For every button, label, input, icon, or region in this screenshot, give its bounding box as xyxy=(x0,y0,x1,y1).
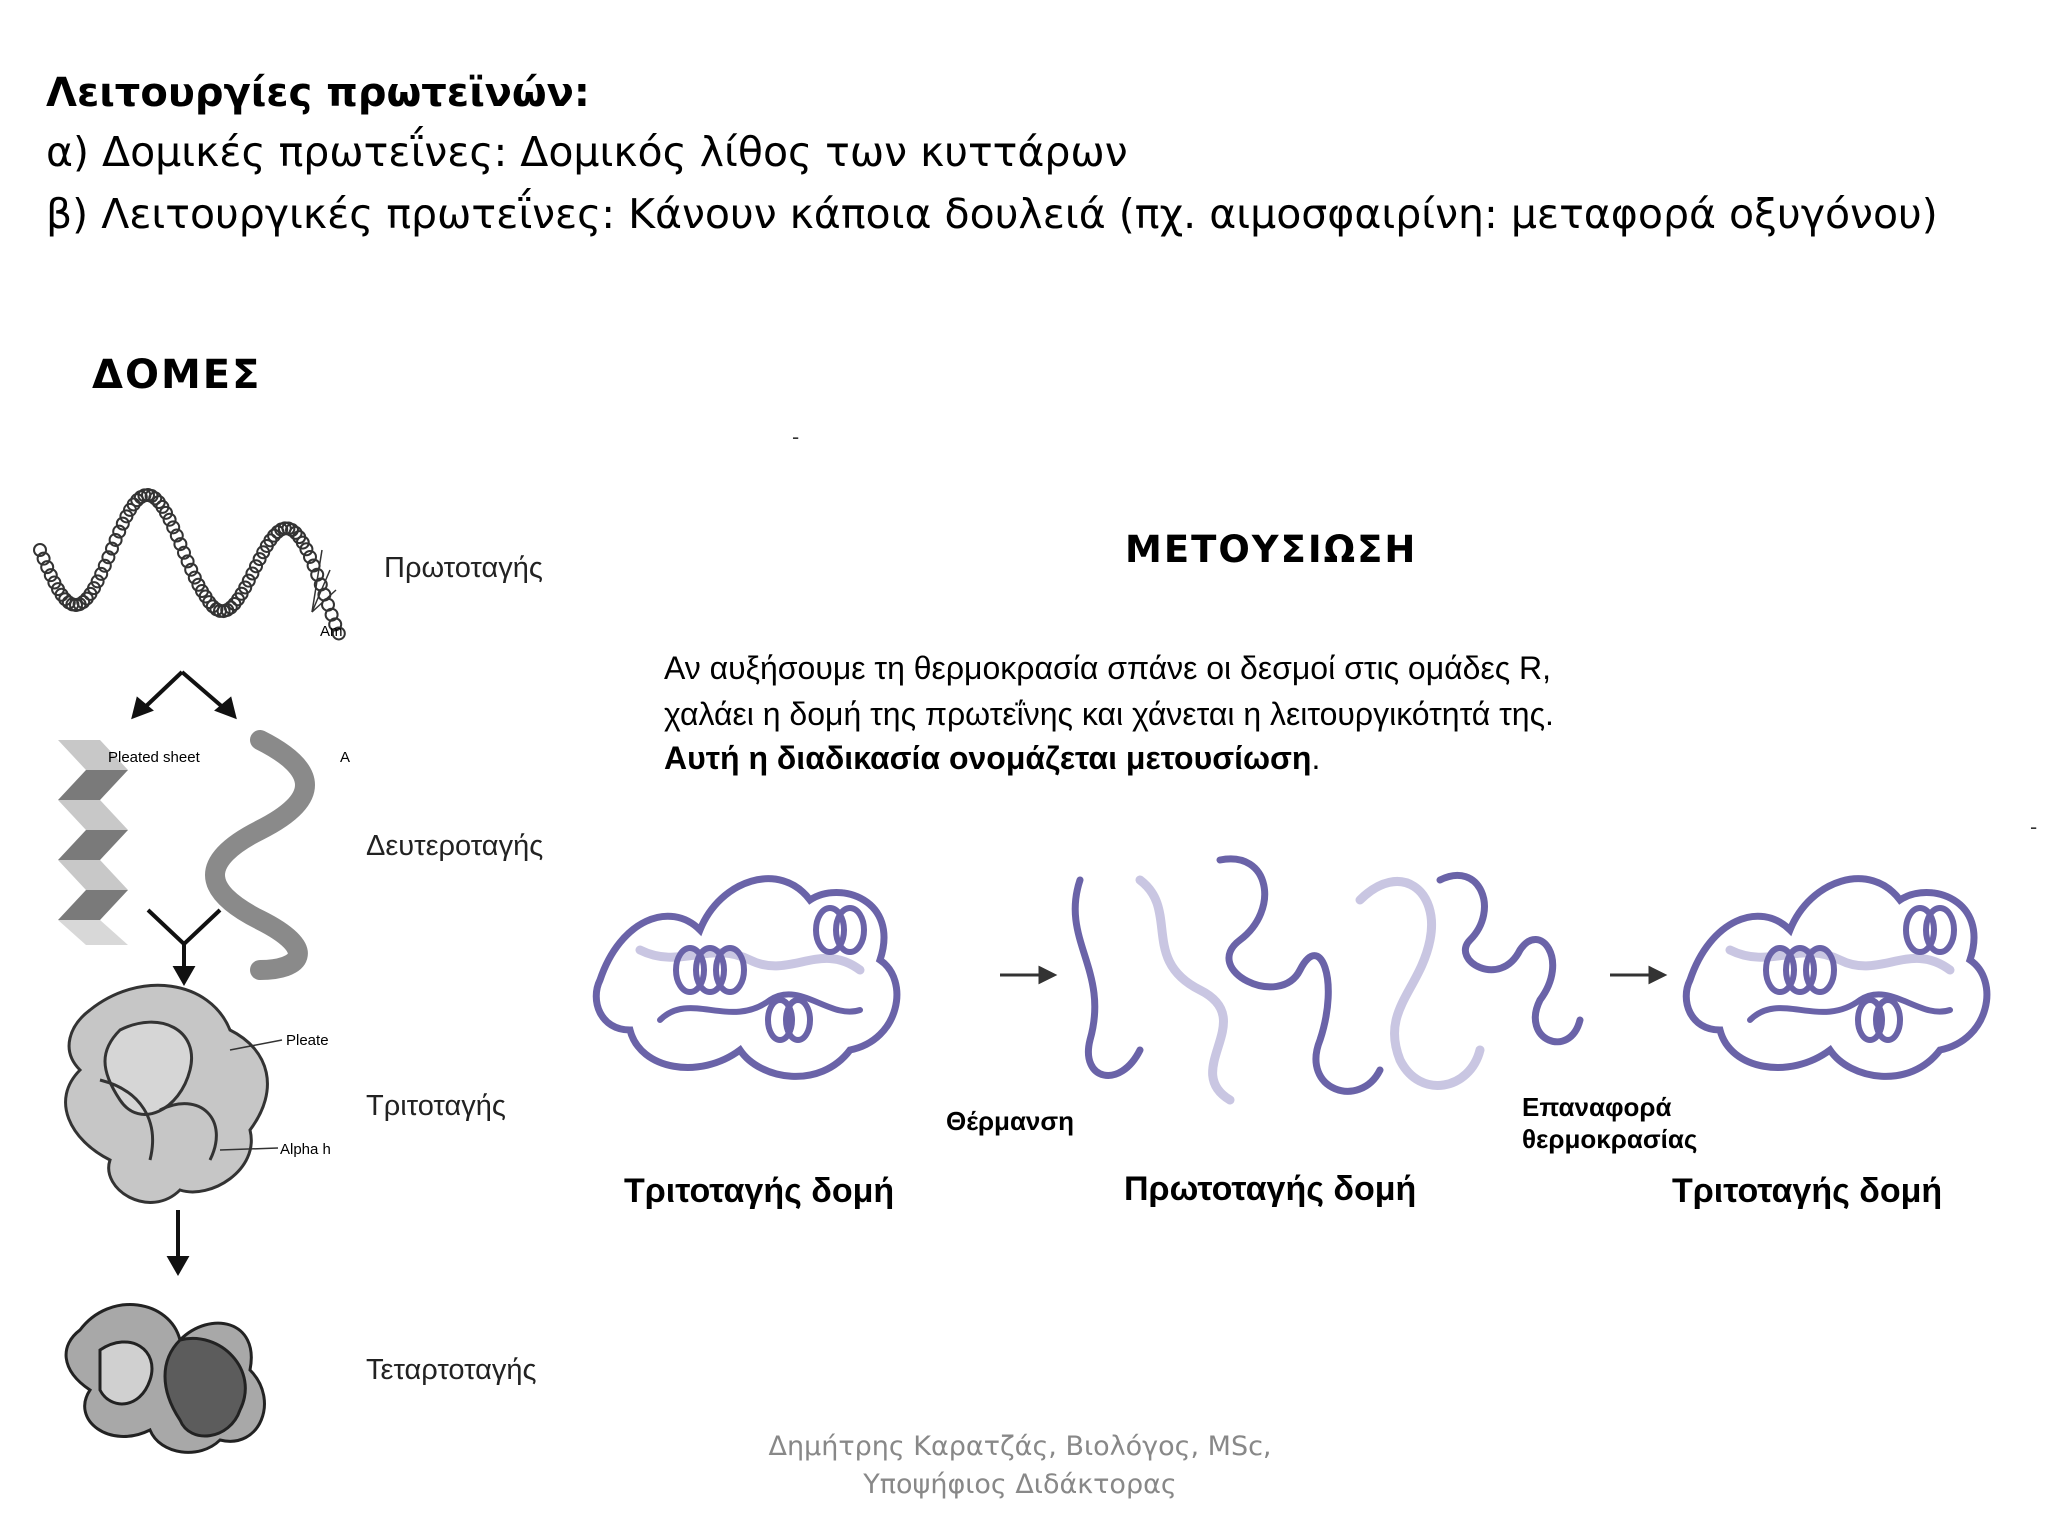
denaturation-title: ΜΕΤΟΥΣΙΩΣΗ xyxy=(1125,528,1418,571)
heating-label: Θέρμανση xyxy=(946,1106,1075,1136)
alpha-helix-label: Alpha h xyxy=(280,1141,331,1158)
restore-label-line2: θερμοκρασίας xyxy=(1522,1124,1698,1154)
level-secondary: Δευτεροταγής xyxy=(366,830,544,862)
denaturation-illustration xyxy=(580,820,2020,1120)
quaternary-structure xyxy=(66,1305,264,1453)
merge-arrows xyxy=(148,910,220,982)
author-line1: Δημήτρης Καρατζάς, Βιολόγος, MSc, xyxy=(768,1431,1272,1462)
amino-acid-label: Am xyxy=(320,623,343,640)
level-primary: Πρωτοταγής xyxy=(384,552,543,584)
restore-arrow xyxy=(1610,968,1664,982)
level-quaternary: Τεταρτοταγής xyxy=(366,1354,537,1386)
dash-mark: - xyxy=(2030,815,2038,839)
caption-primary: Πρωτοταγής δομή xyxy=(1124,1170,1417,1208)
down-arrow xyxy=(170,1210,186,1272)
amino-acid-bead xyxy=(250,560,262,572)
tertiary-structure xyxy=(66,985,268,1202)
pleated-sheet xyxy=(58,740,128,945)
dash-mark: - xyxy=(792,425,800,449)
pleated-sheet-label: Pleated sheet xyxy=(108,749,200,766)
bullet-structural-proteins: α) Δομικές πρωτεΐνες: Δομικός λίθος των κυττάρων xyxy=(46,128,1128,176)
author-footer xyxy=(740,1428,1300,1504)
amino-acid-bead xyxy=(246,568,258,580)
bullet-functional-proteins: β) Λειτουργικές πρωτεΐνες: Κάνουν κάποια δουλειά (πχ. αιμοσφαιρίνη: μεταφορά οξυγόνου) xyxy=(46,190,1938,238)
folded-protein-right xyxy=(1686,879,1987,1077)
author-line2: Υποψήφιος Διδάκτορας xyxy=(863,1469,1177,1500)
denaturation-desc-line3 xyxy=(664,740,1320,777)
structures-title: ΔΟΜΕΣ xyxy=(92,352,262,398)
primary-structure-bead-chain xyxy=(34,489,345,639)
protein-structures-illustration xyxy=(30,470,360,1460)
denaturation-desc-line2: χαλάει η δομή της πρωτεΐνης και χάνεται η λειτουργικότητά της. xyxy=(664,696,1554,732)
alpha-helix xyxy=(215,740,305,970)
pleated-label: Pleate xyxy=(286,1032,329,1049)
folded-protein-left xyxy=(596,879,897,1077)
period: . xyxy=(1311,740,1321,776)
heating-arrow xyxy=(1000,968,1054,982)
level-tertiary: Τριτοταγής xyxy=(366,1090,506,1122)
denaturation-desc-line1: Αν αυξήσουμε τη θερμοκρασία σπάνε οι δεσμοί στις ομάδες R, xyxy=(664,650,1552,686)
caption-tertiary-right: Τριτοταγής δομή xyxy=(1672,1172,1943,1210)
amino-acid-bead xyxy=(77,596,89,608)
restore-label-line1: Επαναφορά xyxy=(1522,1092,1672,1122)
alpha-label: A xyxy=(340,749,351,766)
slide-heading: Λειτουργίες πρωτεϊνών: xyxy=(46,70,590,116)
denaturation-definition: Αυτή η διαδικασία ονομάζεται μετουσίωση xyxy=(664,740,1312,776)
unfolded-protein-middle xyxy=(1075,859,1580,1100)
caption-tertiary-left: Τριτοταγής δομή xyxy=(624,1172,895,1210)
split-arrows xyxy=(134,672,234,716)
